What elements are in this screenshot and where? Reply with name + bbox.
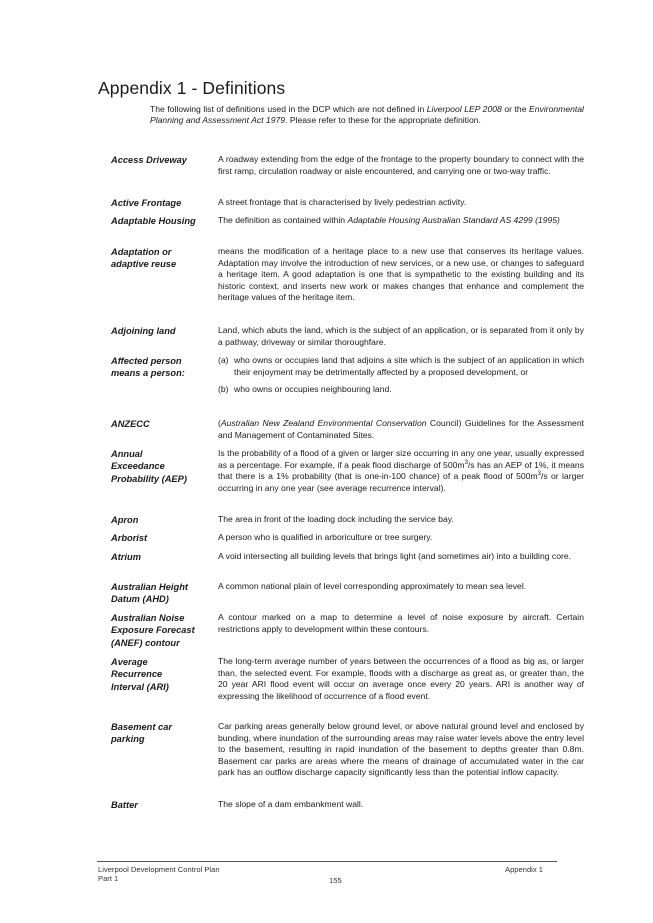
term: Access Driveway bbox=[111, 155, 187, 165]
term: Annual Exceedance Probability (AEP) bbox=[111, 449, 187, 484]
term: Average Recurrence Interval (ARI) bbox=[111, 657, 169, 692]
term: Basement car parking bbox=[111, 722, 172, 745]
term: Batter bbox=[111, 800, 138, 810]
description: The slope of a dam embankment wall. bbox=[218, 799, 364, 809]
term: Australian Noise Exposure Forecast (ANEF) contour bbox=[111, 613, 195, 648]
term: Active Frontage bbox=[111, 198, 182, 208]
description: A common national plain of level corresponding approximately to mean sea level. bbox=[218, 581, 527, 591]
description: means the modification of a heritage place to a new use that conserves its heritage values. Adaptation may involve the introduction of new services, or a new use, or changes to safeguard a heritage item. A good adaptation is one that is sympathetic to the existing building and its historic context, and inserts new work or makes changes that enhance and complement the heritage values of the heritage item. bbox=[218, 246, 584, 303]
footer-document-title: Liverpool Development Control Plan bbox=[98, 865, 220, 874]
description: A roadway extending from the edge of the frontage to the property boundary to connect with the first ramp, circulation roadway or aisle encountered, and carrying one or two-way traffic. bbox=[218, 154, 584, 176]
page-title: Appendix 1 - Definitions bbox=[98, 78, 286, 98]
term: Adjoining land bbox=[111, 326, 176, 336]
term: Affected person means a person: bbox=[111, 356, 185, 379]
description: Land, which abuts the land, which is the subject of an application, or is separated from it only by a pathway, driveway or similar thoroughfare. bbox=[218, 325, 584, 347]
term: ANZECC bbox=[111, 419, 150, 429]
page-number: 155 bbox=[329, 876, 342, 885]
description: A street frontage that is characterised by lively pedestrian activity. bbox=[218, 197, 467, 207]
description: A contour marked on a map to determine a level of noise exposure by aircraft. Certain restrictions apply to development within these contours. bbox=[218, 612, 584, 634]
term: Apron bbox=[111, 515, 139, 525]
description: The definition as contained within Adaptable Housing Australian Standard AS 4299 (1995) bbox=[218, 215, 560, 225]
description: The long-term average number of years between the occurrences of a flood as big as, or larger than, the selected event. For example, floods with a discharge as great as, or greater than, the 20 year ARI flood event will occur on average once every 20 years. ARI is another way of expressing the likelihood of occurrence of a flood event. bbox=[218, 656, 584, 701]
term: Australian Height Datum (AHD) bbox=[111, 582, 188, 605]
description: A void intersecting all building levels that brings light (and sometimes air) into a building core. bbox=[218, 551, 572, 561]
description: A person who is qualified in arboriculture or tree surgery. bbox=[218, 532, 433, 542]
footer-part: Part 1 bbox=[98, 874, 119, 883]
footer-section: Appendix 1 bbox=[505, 865, 543, 874]
term: Adaptation or adaptive reuse bbox=[111, 247, 177, 270]
footer-divider bbox=[97, 861, 557, 862]
description: Car parking areas generally below ground level, or above natural ground level and enclosed by bunding, where inundation of the surrounding areas may raise water levels above the entry level to the basement, resulting in rapid inundation of the basement to depths greater than 0.8m. Basement car parks are areas where the means of drainage of accumulated water in the car park has an outflow discharge capacity significantly less than the potential inflow capacity. bbox=[218, 721, 584, 778]
description bbox=[218, 355, 584, 402]
description: (Australian New Zealand Environmental Conservation Council) Guidelines for the Assessment and Management of Contaminated Sites. bbox=[218, 418, 584, 440]
intro-paragraph: The following list of definitions used in the DCP which are not defined in Liverpool LEP 2008 or the Environmental Planning and Assessment Act 1979. Please refer to these for the appropriate definition. bbox=[150, 104, 584, 126]
sub-item-b: (b) who owns or occupies neighbouring land. bbox=[218, 384, 392, 395]
description: The area in front of the loading dock including the service bay. bbox=[218, 514, 454, 524]
term: Arborist bbox=[111, 533, 148, 543]
term: Adaptable Housing bbox=[111, 216, 196, 226]
description: Is the probability of a flood of a given or larger size occurring in any one year, usually expressed as a percentage. For example, if a peak flood discharge of $500m^3/s$ has an AEP of 1%, it means that there is a 1% probability (that is one-in-100 chance) of a peak flood of $500m^3/s$ or larger occurring in any one year (see average recurrence interval). bbox=[218, 448, 584, 493]
sub-item-a: (a) who owns or occupies land that adjoins a site which is the subject of an application in which their enjoyment may be detrimentally affected by a proposed development, or bbox=[218, 355, 584, 377]
term: Atrium bbox=[111, 552, 141, 562]
